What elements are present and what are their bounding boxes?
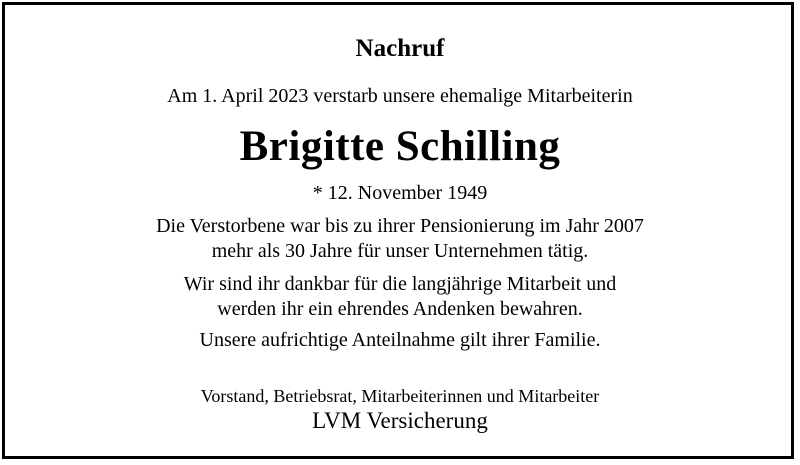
paragraph-line: Wir sind ihr dankbar für die langjährige Mitarbeit und <box>183 273 617 295</box>
intro-text: Am 1. April 2023 verstarb unsere ehemalige Mitarbeiterin <box>167 85 633 107</box>
paragraph-line: mehr als 30 Jahre für unser Unternehmen tätig. <box>211 240 589 262</box>
signature-company: LVM Versicherung <box>312 408 488 433</box>
deceased-name: Brigitte Schilling <box>239 123 561 170</box>
signature-groups: Vorstand, Betriebsrat, Mitarbeiterinnen und Mitarbeiter <box>200 386 600 406</box>
birth-date: * 12. November 1949 <box>312 182 488 204</box>
paragraph-line: Die Verstorbene war bis zu ihrer Pensionierung im Jahr 2007 <box>156 215 644 237</box>
paragraph-line: Unsere aufrichtige Anteilnahme gilt ihrer Familie. <box>199 329 601 351</box>
notice-title: Nachruf <box>355 35 445 62</box>
paragraph-line: werden ihr ein ehrendes Andenken bewahren. <box>217 298 583 320</box>
